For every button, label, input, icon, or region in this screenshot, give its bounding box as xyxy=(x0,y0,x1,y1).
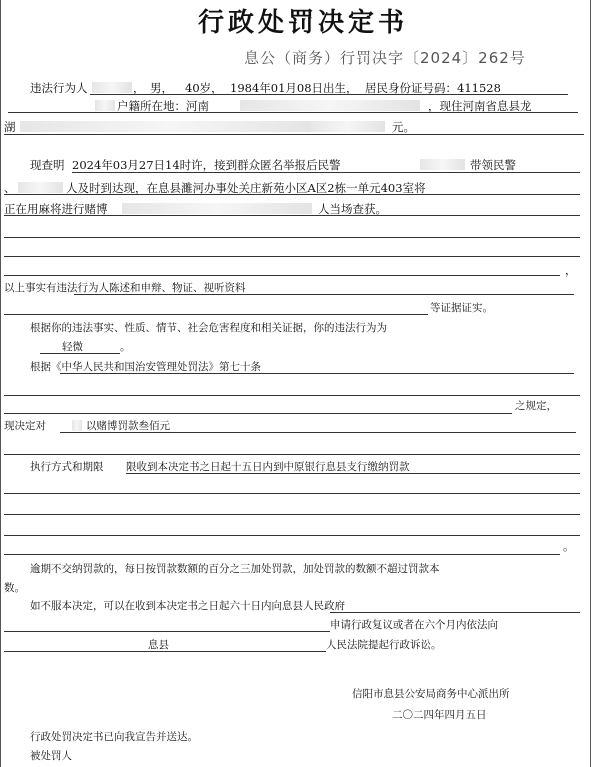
underline xyxy=(4,237,580,238)
document-title: 行政处罚决定书 xyxy=(198,8,409,38)
facts-line-3-tail: 人当场查获。 xyxy=(318,202,387,216)
redacted-id xyxy=(95,100,115,111)
underline xyxy=(40,353,120,354)
offender-age: 40岁， xyxy=(185,81,223,95)
redacted-census xyxy=(240,100,420,111)
judgment-law-end: 之规定， xyxy=(515,400,557,412)
offender-prefix: 违法行为人 xyxy=(30,81,88,95)
decision-prefix: 现决定对 xyxy=(4,420,46,432)
underline xyxy=(4,514,580,515)
facts-line-3: 正在用麻将进行赌博 xyxy=(4,202,108,216)
appeal-line-1: 如不服本决定，可以在收到本决定书之日起六十日内向息县人民政府 xyxy=(30,600,345,612)
redacted-residence xyxy=(20,121,320,132)
underline xyxy=(90,94,568,95)
residence-prefix: 湖 xyxy=(4,120,16,134)
underline xyxy=(72,172,580,173)
offender-gender: 男， xyxy=(150,81,173,95)
facts-line-1-tail: 带领民警 xyxy=(470,158,516,172)
redacted-name xyxy=(72,420,82,431)
facts-comma: ， xyxy=(565,263,577,277)
redacted-officer xyxy=(18,182,63,193)
underline xyxy=(4,631,330,632)
overdue-line-1: 逾期不交纳罚款的，每日按罚款数额的百分之三加处罚款，加处罚款的数额不超过罚款本 xyxy=(30,563,440,575)
underline xyxy=(4,413,512,414)
execution-end: 。 xyxy=(563,539,575,553)
underline xyxy=(4,314,428,315)
decision-text: 以赌博罚款叁佰元 xyxy=(86,420,170,432)
underline xyxy=(4,454,580,455)
underline xyxy=(4,256,580,257)
overdue-line-2: 数。 xyxy=(4,582,25,594)
redacted-residence xyxy=(310,121,385,132)
page-frame-left xyxy=(0,0,1,767)
appeal-court-place: 息县 xyxy=(148,639,169,651)
underline xyxy=(4,395,580,396)
underline xyxy=(4,194,580,195)
page-frame-right xyxy=(590,0,591,767)
residence-tail: 元。 xyxy=(392,120,415,134)
census-label: 户籍所在地：河南 xyxy=(117,99,209,113)
judgment-degree: 轻微 xyxy=(62,341,83,353)
appeal-line-2: 申请行政复议或者在六个月内依法向 xyxy=(330,619,498,631)
census-tail: ，现住河南省息县龙 xyxy=(428,99,532,113)
redacted-name xyxy=(92,82,132,93)
facts-line-2: 人及时到达现，在息县濉河办事处关庄新苑小区A区2栋一单元403室将 xyxy=(66,181,426,195)
judgment-degree-end: 。 xyxy=(120,341,131,353)
judgment-law: 根据《中华人民共和国治安管理处罚法》第七十条 xyxy=(30,361,261,373)
underline xyxy=(330,612,580,613)
document-number: 息公（商务）行罚决字〔2024〕262号 xyxy=(244,49,526,67)
evidence-line-1: 以上事实有违法行为人陈述和申辩、物证、视听资料 xyxy=(4,282,246,294)
execution-label: 执行方式和期限 xyxy=(30,461,104,473)
underline xyxy=(60,432,576,433)
underline xyxy=(8,112,578,113)
issuer-name: 信阳市息县公安局商务中心派出所 xyxy=(352,688,510,700)
underline xyxy=(4,275,560,276)
punished-signature-label: 被处罚人 xyxy=(30,750,72,762)
facts-prefix: 现查明 xyxy=(30,158,65,172)
offender-birth: 1984年01月08日出生， xyxy=(230,81,358,95)
appeal-line-3: 人民法院提起行政诉讼。 xyxy=(326,639,442,651)
facts-line-2-prefix: 、 xyxy=(4,181,16,195)
underline xyxy=(4,651,326,652)
underline xyxy=(60,373,574,374)
facts-line-1: 2024年03月27日14时许，接到群众匿名举报后民警 xyxy=(72,158,341,172)
redacted-officer xyxy=(420,159,465,170)
underline xyxy=(74,294,574,295)
offender-id: 居民身份证号码：411528 xyxy=(365,81,501,95)
underline xyxy=(4,215,580,216)
underline xyxy=(4,493,580,494)
redacted-suspects xyxy=(122,203,312,214)
underline xyxy=(4,535,580,536)
underline xyxy=(4,134,584,135)
underline xyxy=(4,554,560,555)
underline xyxy=(126,473,580,474)
offender-name-tail: ， xyxy=(133,81,145,95)
evidence-line-2: 等证据证实。 xyxy=(430,302,493,314)
issue-date: 二〇二四年四月五日 xyxy=(392,709,487,721)
execution-text: 限收到本决定书之日起十五日内到中原银行息县支行缴纳罚款 xyxy=(126,461,410,473)
served-statement: 行政处罚决定书已向我宣告并送达。 xyxy=(30,731,198,743)
judgment-line-1: 根据你的违法事实、性质、情节、社会危害程度和相关证据，你的违法行为为 xyxy=(30,322,387,334)
